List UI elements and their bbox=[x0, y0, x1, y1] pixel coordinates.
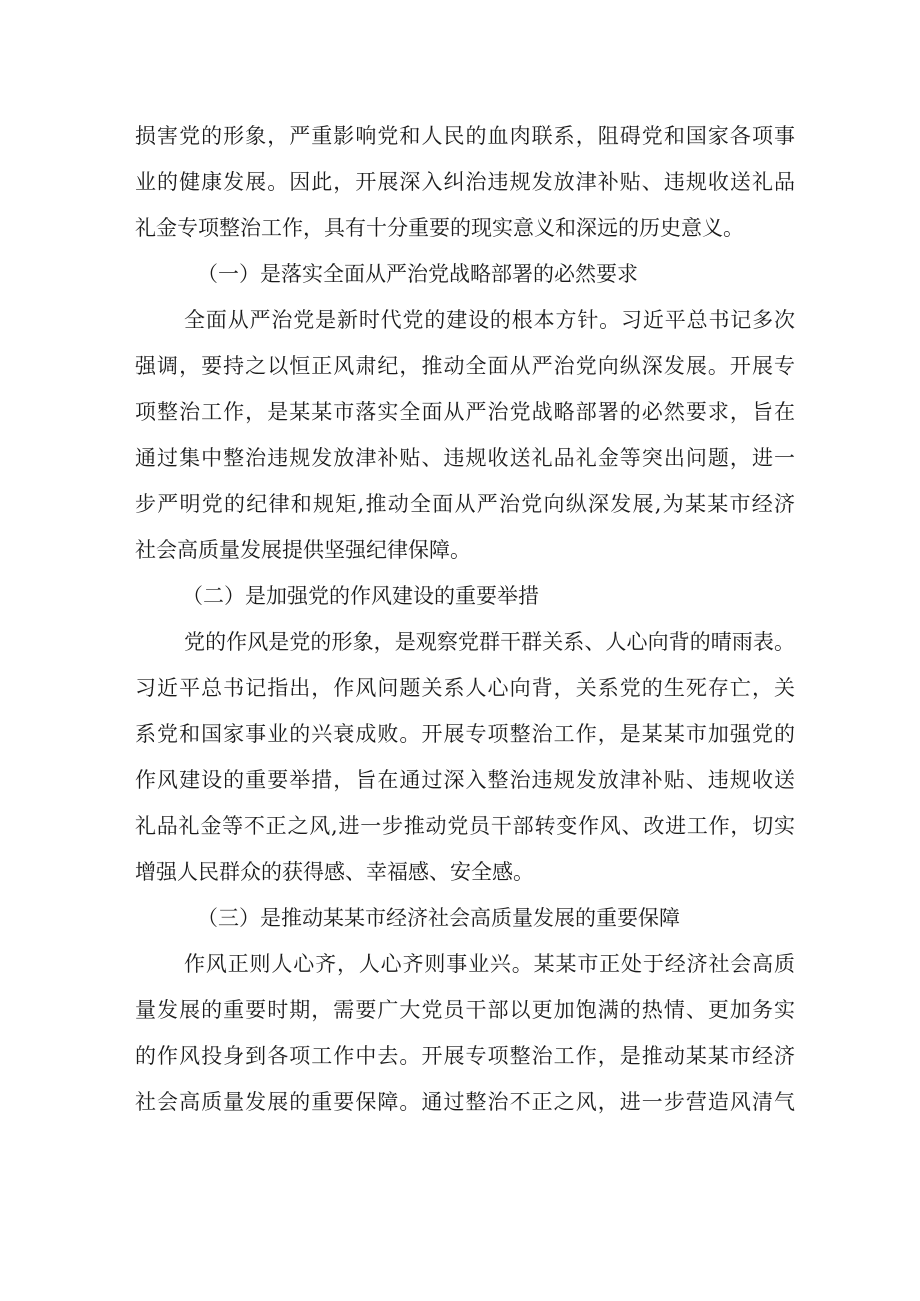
section-3-line-3: 的作风投身到各项工作中去。开展专项整治工作，是推动某某市经济 bbox=[135, 1044, 795, 1068]
section-3-line-2: 量发展的重要时期，需要广大党员干部以更加饱满的热情、更加务实 bbox=[135, 998, 795, 1022]
section-2-line-3: 系党和国家事业的兴衰成败。开展专项整治工作，是某某市加强党的 bbox=[135, 722, 795, 746]
intro-line-2: 业的健康发展。因此，开展深入纠治违规发放津补贴、违规收送礼品 bbox=[135, 170, 795, 194]
section-2-line-5: 礼品礼金等不正之风,进一步推动党员干部转变作风、改进工作，切实 bbox=[135, 814, 795, 838]
intro-line-1: 损害党的形象，严重影响党和人民的血肉联系，阻碍党和国家各项事 bbox=[135, 124, 795, 148]
section-3-line-4: 社会高质量发展的重要保障。通过整治不正之风，进一步营造风清气 bbox=[135, 1090, 795, 1114]
section-3-line-1: 作风正则人心齐，人心齐则事业兴。某某市正处于经济社会高质 bbox=[184, 952, 795, 976]
section-3-heading: （三）是推动某某市经济社会高质量发展的重要保障 bbox=[197, 906, 680, 930]
section-1-line-2: 强调，要持之以恒正风肃纪，推动全面从严治党向纵深发展。开展专 bbox=[135, 354, 795, 378]
section-2-heading: （二）是加强党的作风建设的重要举措 bbox=[182, 584, 539, 608]
section-2-line-4: 作风建设的重要举措，旨在通过深入整治违规发放津补贴、违规收送 bbox=[135, 768, 795, 792]
section-1-line-6: 社会高质量发展提供坚强纪律保障。 bbox=[135, 538, 471, 562]
section-1-line-1: 全面从严治党是新时代党的建设的根本方针。习近平总书记多次 bbox=[184, 308, 795, 332]
section-2-line-2: 习近平总书记指出，作风问题关系人心向背，关系党的生死存亡，关 bbox=[135, 676, 795, 700]
section-1-line-5: 步严明党的纪律和规矩,推动全面从严治党向纵深发展,为某某市经济 bbox=[135, 492, 795, 516]
section-2-line-1: 党的作风是党的形象，是观察党群干群关系、人心向背的晴雨表。 bbox=[184, 630, 795, 654]
section-1-heading: （一）是落实全面从严治党战略部署的必然要求 bbox=[197, 262, 638, 286]
section-1-line-3: 项整治工作，是某某市落实全面从严治党战略部署的必然要求，旨在 bbox=[135, 400, 795, 424]
section-1-line-4: 通过集中整治违规发放津补贴、违规收送礼品礼金等突出问题，进一 bbox=[135, 446, 795, 470]
section-2-line-6: 增强人民群众的获得感、幸福感、安全感。 bbox=[135, 860, 534, 884]
intro-line-3: 礼金专项整治工作，具有十分重要的现实意义和深远的历史意义。 bbox=[135, 216, 744, 240]
